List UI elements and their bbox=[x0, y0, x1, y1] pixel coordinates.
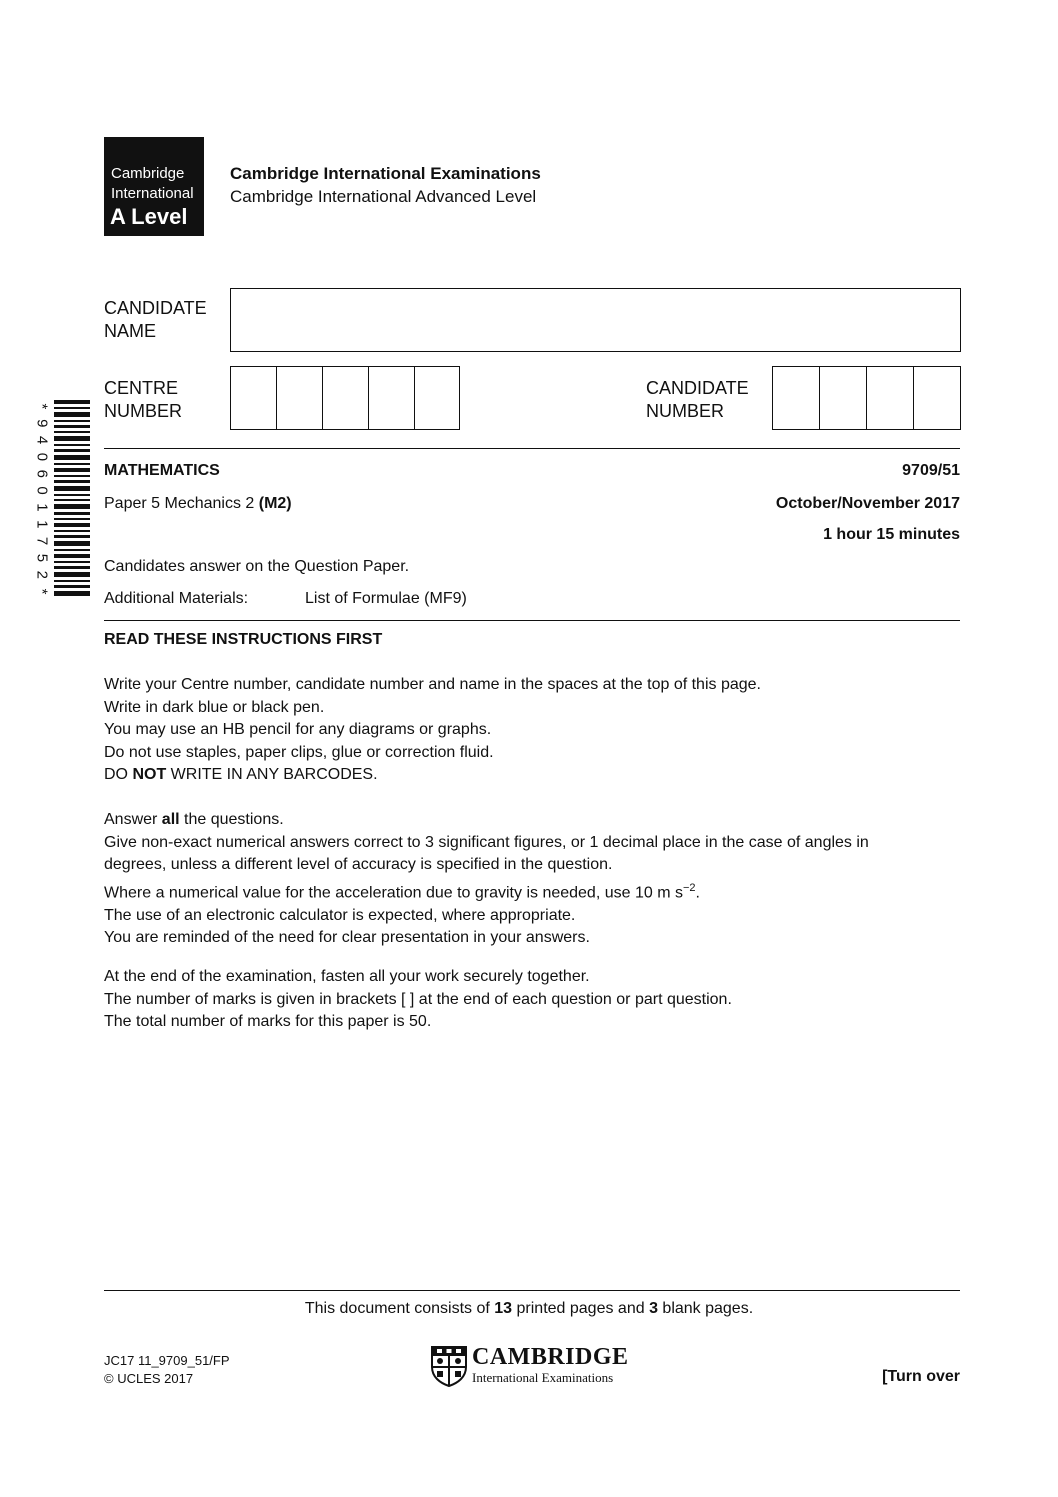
instructions-heading: READ THESE INSTRUCTIONS FIRST bbox=[104, 631, 383, 648]
centre-number-cell[interactable] bbox=[368, 366, 414, 430]
instruction-line: The number of marks is given in brackets [ ] at the end of each question or part question. bbox=[104, 990, 732, 1008]
candidate-name-field[interactable] bbox=[230, 288, 961, 352]
candidate-number-label-line1: CANDIDATE bbox=[646, 378, 749, 398]
materials-label: Additional Materials: bbox=[104, 590, 249, 607]
centre-number-label bbox=[104, 377, 182, 423]
centre-number-cell[interactable] bbox=[322, 366, 368, 430]
instructions-block-3 bbox=[104, 966, 964, 1034]
centre-number-label-line1: CENTRE bbox=[104, 378, 179, 398]
barcode-graphic bbox=[32, 398, 90, 600]
cambridge-a-level-logo bbox=[104, 137, 204, 236]
paper-name-text: Paper 5 Mechanics 2 bbox=[104, 495, 259, 512]
barcode-digit: 2 bbox=[33, 570, 51, 579]
gravity-exponent: −2 bbox=[682, 881, 696, 894]
exam-session: October/November 2017 bbox=[775, 495, 960, 512]
barcode-instruction-bold: NOT bbox=[132, 766, 167, 784]
barcode bbox=[32, 398, 90, 600]
barcode-digit: 0 bbox=[33, 452, 51, 462]
page-count-pre: This document consists of bbox=[304, 1300, 495, 1317]
instruction-line: Do not use staples, paper clips, glue or correction fluid. bbox=[104, 743, 494, 761]
paper-short-code: (M2) bbox=[258, 495, 292, 512]
instruction-line: At the end of the examination, fasten all your work securely together. bbox=[104, 968, 590, 985]
instruction-line: Write in dark blue or black pen. bbox=[104, 698, 325, 716]
crest-icon bbox=[430, 1345, 468, 1387]
printed-pages-count: 13 bbox=[494, 1300, 513, 1317]
barcode-digit: 0 bbox=[33, 486, 51, 495]
candidate-number-cell[interactable] bbox=[772, 366, 819, 430]
paper-code: 9709/51 bbox=[902, 462, 960, 479]
qualification-subtitle: Cambridge International Advanced Level bbox=[230, 187, 537, 206]
cambridge-subtitle: International Examinations bbox=[472, 1370, 614, 1385]
answer-note: Candidates answer on the Question Paper. bbox=[104, 558, 410, 575]
exam-duration: 1 hour 15 minutes bbox=[823, 526, 960, 543]
materials-value: List of Formulae (MF9) bbox=[305, 590, 467, 607]
instruction-line-barcodes bbox=[104, 764, 964, 787]
candidate-number-label-line2: NUMBER bbox=[646, 401, 725, 421]
answer-post: the questions. bbox=[179, 811, 284, 828]
gravity-pre: Where a numerical value for the acceleration due to gravity is needed, use 10 m s bbox=[104, 884, 683, 902]
instruction-line: The total number of marks for this paper is 50. bbox=[104, 1013, 432, 1031]
barcode-digit: 1 bbox=[33, 520, 51, 529]
gravity-post: . bbox=[695, 884, 700, 902]
instruction-line: You may use an HB pencil for any diagrams or graphs. bbox=[104, 721, 492, 739]
page-count-post: blank pages. bbox=[657, 1300, 754, 1317]
page-count-note bbox=[0, 1300, 1058, 1318]
instructions-block-2 bbox=[104, 809, 964, 950]
candidate-number-cell[interactable] bbox=[913, 366, 961, 430]
instructions-block-1 bbox=[104, 674, 964, 787]
instruction-line: You are reminded of the need for clear presentation in your answers. bbox=[104, 929, 590, 947]
copyright-notice: © UCLES 2017 bbox=[104, 1371, 194, 1386]
instruction-line: Give non-exact numerical answers correct to 3 significant figures, or 1 decimal place in the case of angles in bbox=[104, 833, 869, 851]
instruction-line-gravity bbox=[104, 877, 964, 905]
centre-number-cell[interactable] bbox=[276, 366, 322, 430]
instruction-line: The use of an electronic calculator is expected, where appropriate. bbox=[104, 906, 576, 924]
candidate-name-label bbox=[104, 297, 207, 343]
footer-reference bbox=[104, 1352, 230, 1388]
blank-pages-count: 3 bbox=[649, 1300, 658, 1317]
barcode-digit: 5 bbox=[33, 553, 51, 563]
answer-pre: Answer bbox=[104, 811, 162, 828]
turn-over-prompt: [Turn over bbox=[882, 1368, 960, 1385]
document-reference: JC17 11_9709_51/FP bbox=[104, 1353, 230, 1368]
divider-rule bbox=[104, 448, 960, 449]
barcode-digit: 4 bbox=[33, 435, 51, 445]
logo-line-cambridge: Cambridge bbox=[111, 165, 185, 182]
candidate-name-label-line2: NAME bbox=[104, 321, 157, 341]
instruction-line: Write your Centre number, candidate number and name in the spaces at the top of this page. bbox=[104, 676, 761, 693]
divider-rule bbox=[104, 620, 960, 621]
page-count-mid: printed pages and bbox=[512, 1300, 650, 1317]
barcode-digit: 9 bbox=[33, 419, 51, 428]
centre-number-field bbox=[230, 366, 460, 430]
centre-number-cell[interactable] bbox=[414, 366, 460, 430]
exam-board-title: Cambridge International Examinations bbox=[230, 164, 541, 183]
logo-line-international: International bbox=[111, 185, 194, 202]
candidate-number-field bbox=[772, 366, 961, 430]
footer-rule bbox=[104, 1290, 960, 1291]
barcode-digit: * bbox=[33, 403, 51, 410]
barcode-digit: 7 bbox=[33, 536, 51, 546]
centre-number-cell[interactable] bbox=[230, 366, 276, 430]
answer-bold: all bbox=[161, 811, 180, 828]
candidate-number-cell[interactable] bbox=[819, 366, 866, 430]
barcode-instruction-pre: DO bbox=[104, 766, 133, 784]
barcode-instruction-post: WRITE IN ANY BARCODES. bbox=[166, 766, 378, 784]
centre-number-label-line2: NUMBER bbox=[104, 401, 183, 421]
barcode-digit: 6 bbox=[33, 469, 51, 478]
subject-title: MATHEMATICS bbox=[104, 462, 220, 479]
cambridge-wordmark: CAMBRIDGE bbox=[472, 1344, 629, 1370]
candidate-number-cell[interactable] bbox=[866, 366, 913, 430]
candidate-number-label bbox=[646, 377, 749, 423]
cambridge-ie-logo bbox=[430, 1344, 640, 1388]
instruction-line-answer bbox=[104, 809, 964, 832]
barcode-digit: 1 bbox=[33, 503, 51, 512]
candidate-name-label-line1: CANDIDATE bbox=[104, 298, 207, 318]
barcode-digit: * bbox=[33, 588, 51, 595]
logo-line-a-level: A Level bbox=[110, 204, 188, 229]
paper-name bbox=[104, 495, 292, 513]
instruction-line: degrees, unless a different level of accuracy is specified in the question. bbox=[104, 856, 613, 874]
